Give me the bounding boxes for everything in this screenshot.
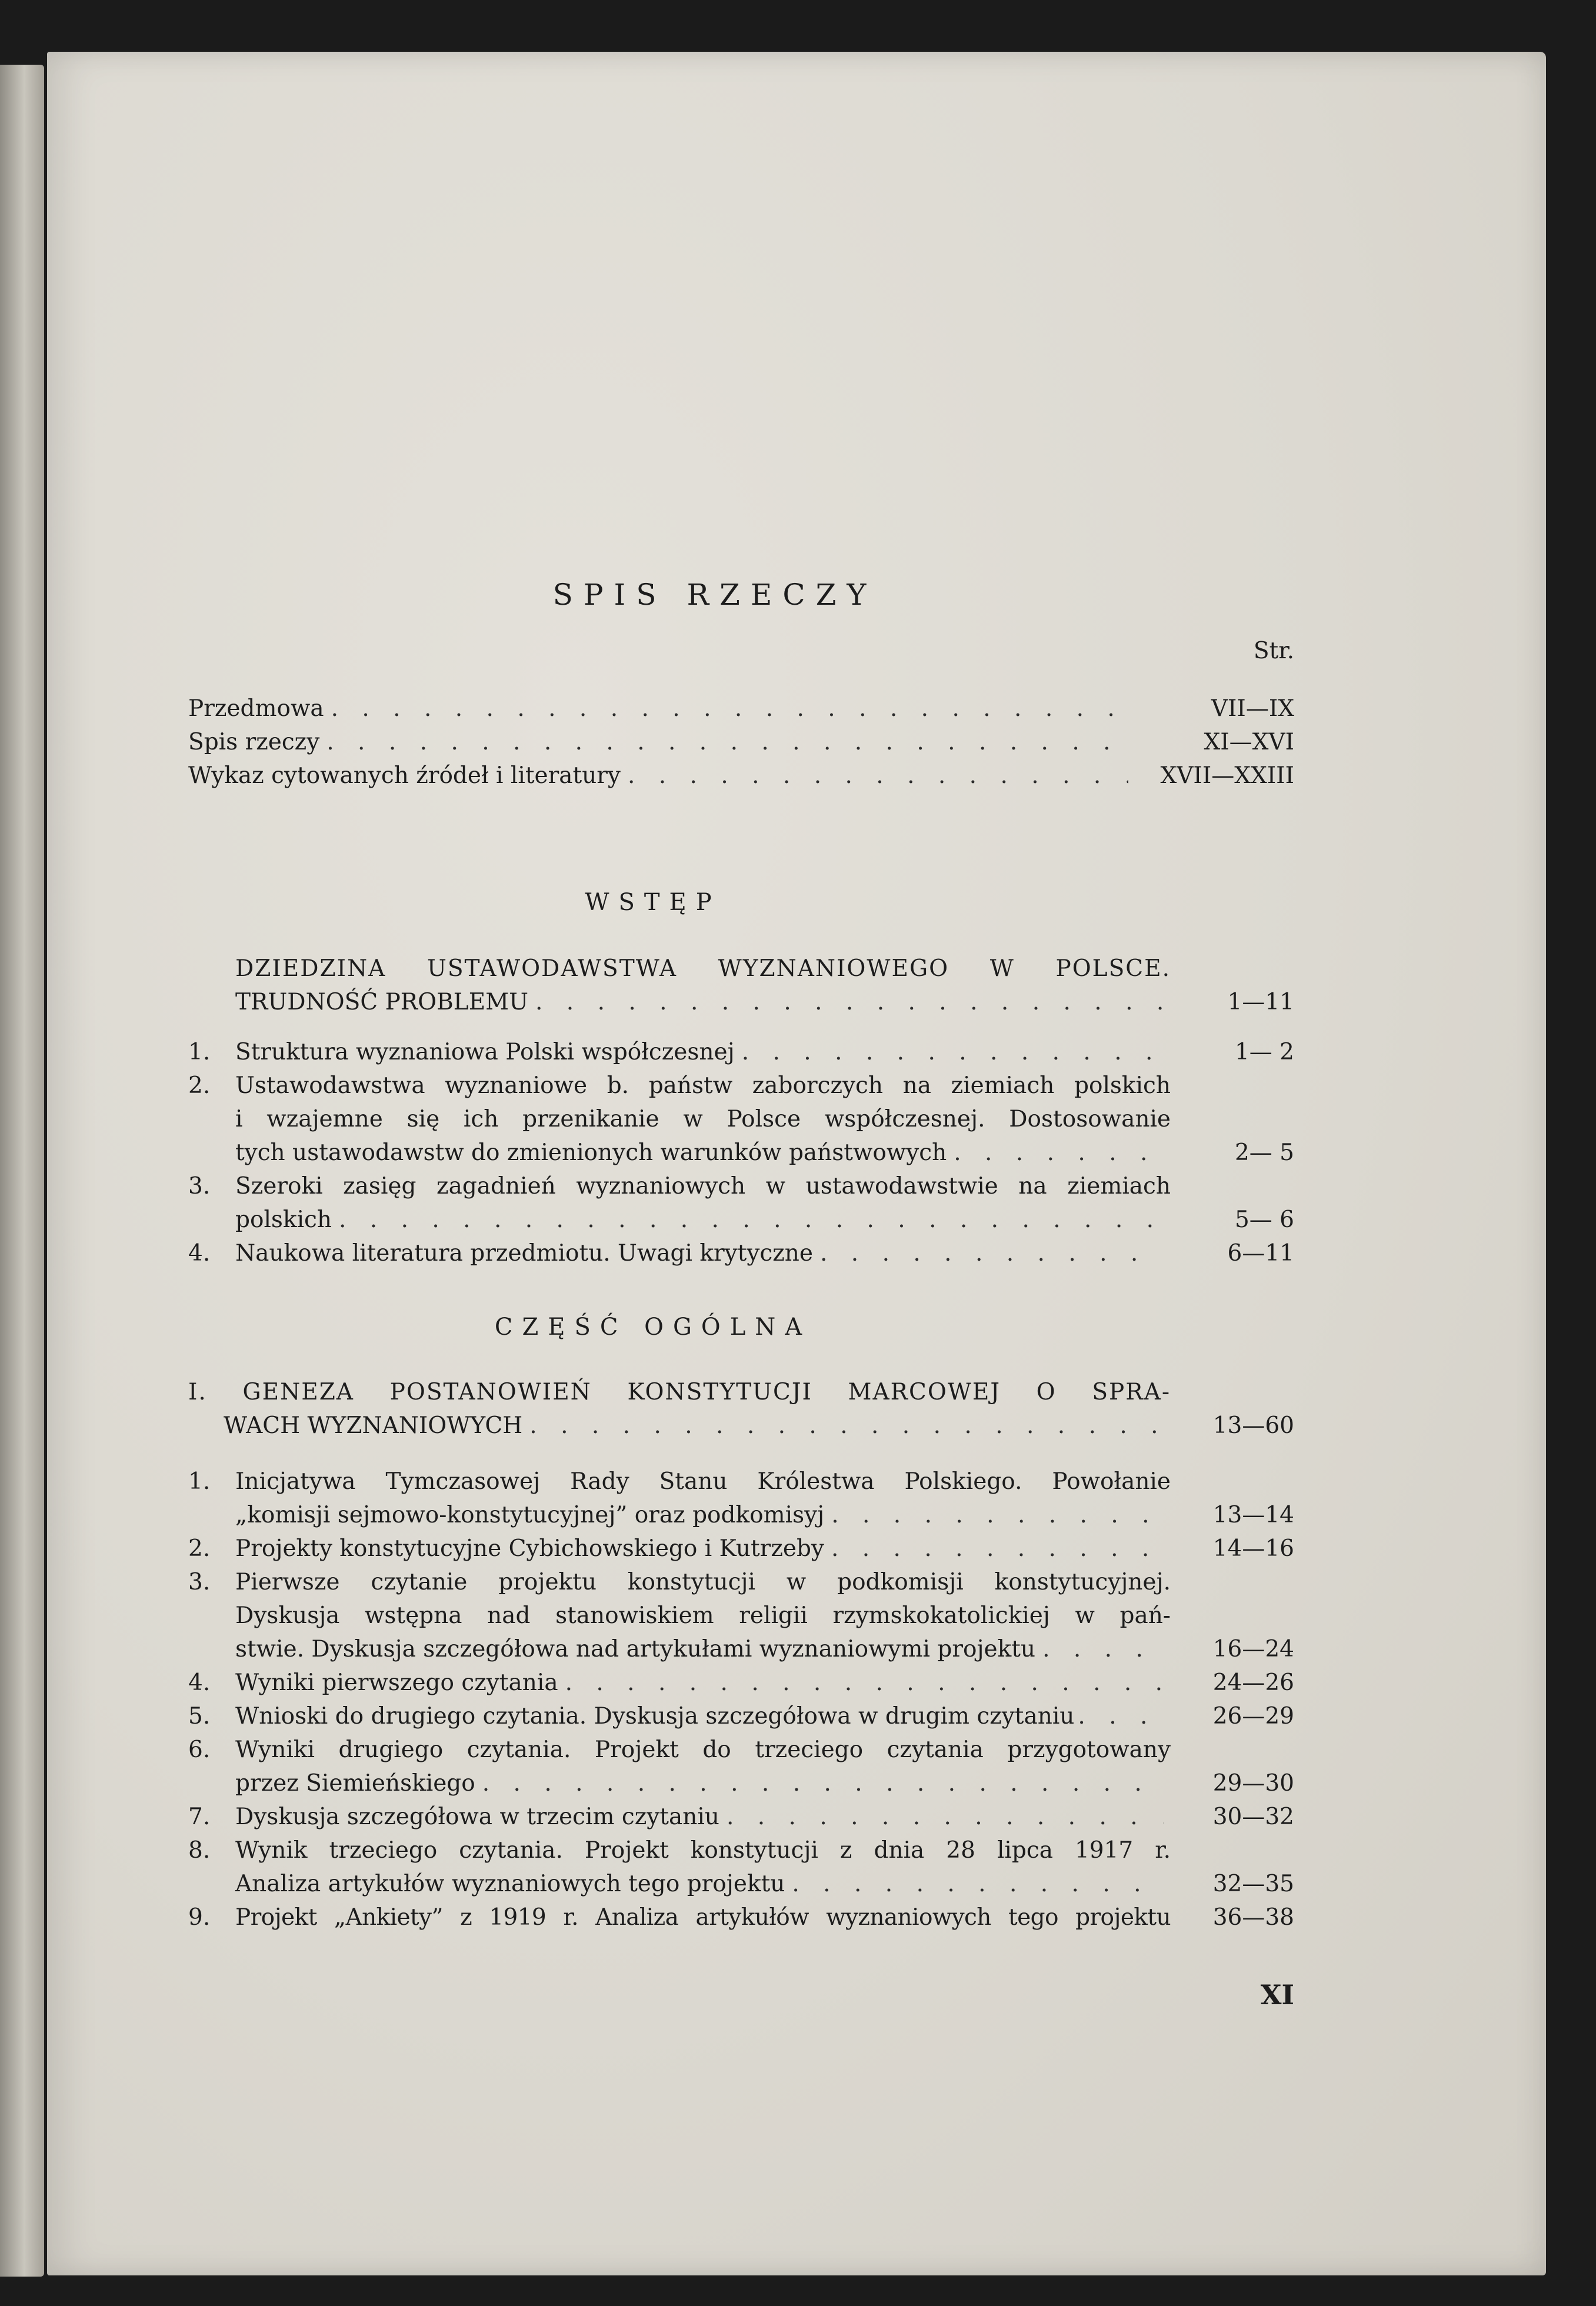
- entry-pages: 6—11: [1227, 1240, 1294, 1267]
- entry-label: Przedmowa: [188, 695, 324, 722]
- entry-pages: 26—29: [1212, 1703, 1294, 1730]
- entry-pages: 1— 2: [1234, 1039, 1294, 1065]
- leader-dots: [628, 759, 1128, 792]
- leader-dots: [831, 1498, 1164, 1532]
- entry-number: 1.: [188, 1039, 211, 1065]
- leader-dots: [331, 692, 1128, 725]
- toc-entry: [188, 1800, 1294, 1834]
- entry-number: 4.: [188, 1240, 211, 1267]
- entry-label-line: stwie. Dyskusja szczegółowa nad artykułami wyznaniowymi projektu: [235, 1636, 1036, 1662]
- page-title: SPIS RZECZY: [552, 578, 877, 612]
- leader-dots: [954, 1136, 1164, 1169]
- entry-pages: 16—24: [1212, 1636, 1294, 1662]
- entry-pages: 13—60: [1212, 1412, 1294, 1439]
- toc-entry-end: [188, 1498, 1294, 1532]
- section-heading-czesc-ogolna: CZĘŚĆ OGÓLNA: [494, 1314, 812, 1341]
- toc-entry: [188, 1901, 1294, 1934]
- toc-entry: [188, 1532, 1294, 1565]
- entry-pages: 36—38: [1212, 1904, 1294, 1931]
- entry-label: Dyskusja szczegółowa w trzecim czytaniu: [235, 1804, 719, 1830]
- entry-number: 4.: [188, 1669, 211, 1696]
- entry-label: Projekty konstytucyjne Cybichowskiego i Kutrzeby: [235, 1535, 824, 1562]
- leader-dots: [535, 985, 1164, 1019]
- leader-dots: [831, 1532, 1164, 1565]
- leader-dots: [565, 1666, 1164, 1699]
- entry-pages: 30—32: [1212, 1804, 1294, 1830]
- toc-entry-end: [188, 1867, 1294, 1901]
- entry-label: Wykaz cytowanych źródeł i literatury: [188, 762, 621, 789]
- entry-label-line: polskich: [235, 1207, 332, 1233]
- entry-label: Spis rzeczy: [188, 729, 320, 755]
- chapter-title-line: I. GENEZA POSTANOWIEŃ KONSTYTUCJI MARCOWEJ O SPRA-: [188, 1379, 1171, 1405]
- entry-label-line: tych ustawodawstw do zmienionych warunków państwowych: [235, 1139, 947, 1166]
- chapter-title-line: WACH WYZNANIOWYCH: [224, 1412, 523, 1439]
- entry-label: Naukowa literatura przedmiotu. Uwagi krytyczne: [235, 1240, 813, 1267]
- entry-label-line: i wzajemne się ich przenikanie w Polsce współczesnej. Dostosowanie: [235, 1106, 1171, 1132]
- entry-label-line: Analiza artykułów wyznaniowych tego projektu: [235, 1871, 785, 1897]
- leader-dots: [1042, 1632, 1164, 1666]
- entry-pages: 24—26: [1212, 1669, 1294, 1696]
- leader-dots: [1078, 1699, 1167, 1733]
- entry-number: 1.: [188, 1468, 211, 1495]
- leader-dots: [820, 1237, 1164, 1270]
- leader-dots: [792, 1867, 1164, 1901]
- entry-number: 2.: [188, 1535, 211, 1562]
- entry-pages: VII—IX: [1211, 695, 1294, 722]
- entry-label-line: Dyskusja wstępna nad stanowiskiem religii rzymskokatolickiej w pań-: [235, 1602, 1171, 1629]
- leader-dots: [529, 1409, 1164, 1442]
- toc-entry: [188, 1666, 1294, 1699]
- leader-dots: [326, 725, 1128, 759]
- leader-dots: [742, 1035, 1164, 1069]
- entry-pages: XVII—XXIII: [1160, 762, 1294, 789]
- chapter-title-line: TRUDNOŚĆ PROBLEMU: [235, 989, 528, 1015]
- entry-pages: 1—11: [1227, 989, 1294, 1015]
- leader-dots: [482, 1767, 1164, 1800]
- entry-label-line: przez Siemieńskiego: [235, 1770, 475, 1797]
- leader-dots: [727, 1800, 1164, 1834]
- toc-entry-end: [188, 1136, 1294, 1169]
- toc-entry: [188, 1699, 1294, 1733]
- entry-pages: 13—14: [1212, 1502, 1294, 1528]
- facing-page-edge: [0, 65, 44, 2277]
- entry-label: Wnioski do drugiego czytania. Dyskusja szczegółowa w drugim czytaniu: [235, 1703, 1075, 1730]
- entry-number: 2.: [188, 1072, 211, 1099]
- entry-number: 8.: [188, 1837, 211, 1864]
- section-heading-wstep: WSTĘP: [585, 889, 721, 916]
- entry-label-line: Szeroki zasięg zagadnień wyznaniowych w ustawodawstwie na ziemiach: [235, 1173, 1171, 1199]
- book-page: [47, 52, 1546, 2275]
- chapter-title-entry: [188, 1409, 1294, 1442]
- entry-number: 3.: [188, 1173, 211, 1199]
- entry-pages: 29—30: [1212, 1770, 1294, 1797]
- entry-label-line: Wynik trzeciego czytania. Projekt konstytucji z dnia 28 lipca 1917 r.: [235, 1837, 1171, 1864]
- page-number: XI: [1260, 1979, 1294, 2011]
- toc-entry-front-matter: [188, 725, 1294, 759]
- entry-label-line: Inicjatywa Tymczasowej Rady Stanu Królestwa Polskiego. Powołanie: [235, 1468, 1171, 1495]
- entry-label: Projekt „Ankiety” z 1919 r. Analiza artykułów wyznaniowych tego projektu: [235, 1904, 1171, 1931]
- toc-entry-end: [188, 1632, 1294, 1666]
- leader-dots: [339, 1203, 1164, 1237]
- entry-label: Struktura wyznaniowa Polski współczesnej: [235, 1039, 735, 1065]
- entry-number: 7.: [188, 1804, 211, 1830]
- entry-number: 3.: [188, 1569, 211, 1595]
- entry-pages: XI—XVI: [1204, 729, 1294, 755]
- toc-entry-end: [188, 1203, 1294, 1237]
- toc-entry: [188, 1237, 1294, 1270]
- entry-pages: 32—35: [1212, 1871, 1294, 1897]
- pages-column-header: Str.: [1253, 638, 1294, 664]
- entry-number: 9.: [188, 1904, 211, 1931]
- chapter-title-entry: [188, 985, 1294, 1019]
- entry-pages: 5— 6: [1234, 1207, 1294, 1233]
- entry-label: Wyniki pierwszego czytania: [235, 1669, 558, 1696]
- entry-number: 6.: [188, 1737, 211, 1763]
- toc-entry-end: [188, 1767, 1294, 1800]
- toc-entry: [188, 1035, 1294, 1069]
- entry-label-line: „komisji sejmowo-konstytucyjnej” oraz podkomisyj: [235, 1502, 825, 1528]
- entry-label-line: Ustawodawstwa wyznaniowe b. państw zaborczych na ziemiach polskich: [235, 1072, 1171, 1099]
- chapter-title-line: DZIEDZINA USTAWODAWSTWA WYZNANIOWEGO W POLSCE.: [235, 955, 1171, 982]
- toc-entry-front-matter: [188, 692, 1294, 725]
- entry-label-line: Pierwsze czytanie projektu konstytucji w podkomisji konstytucyjnej.: [235, 1569, 1171, 1595]
- entry-pages: 14—16: [1212, 1535, 1294, 1562]
- entry-number: 5.: [188, 1703, 211, 1730]
- entry-pages: 2— 5: [1234, 1139, 1294, 1166]
- entry-label-line: Wyniki drugiego czytania. Projekt do trzeciego czytania przygotowany: [235, 1737, 1171, 1763]
- toc-entry-front-matter: [188, 759, 1294, 792]
